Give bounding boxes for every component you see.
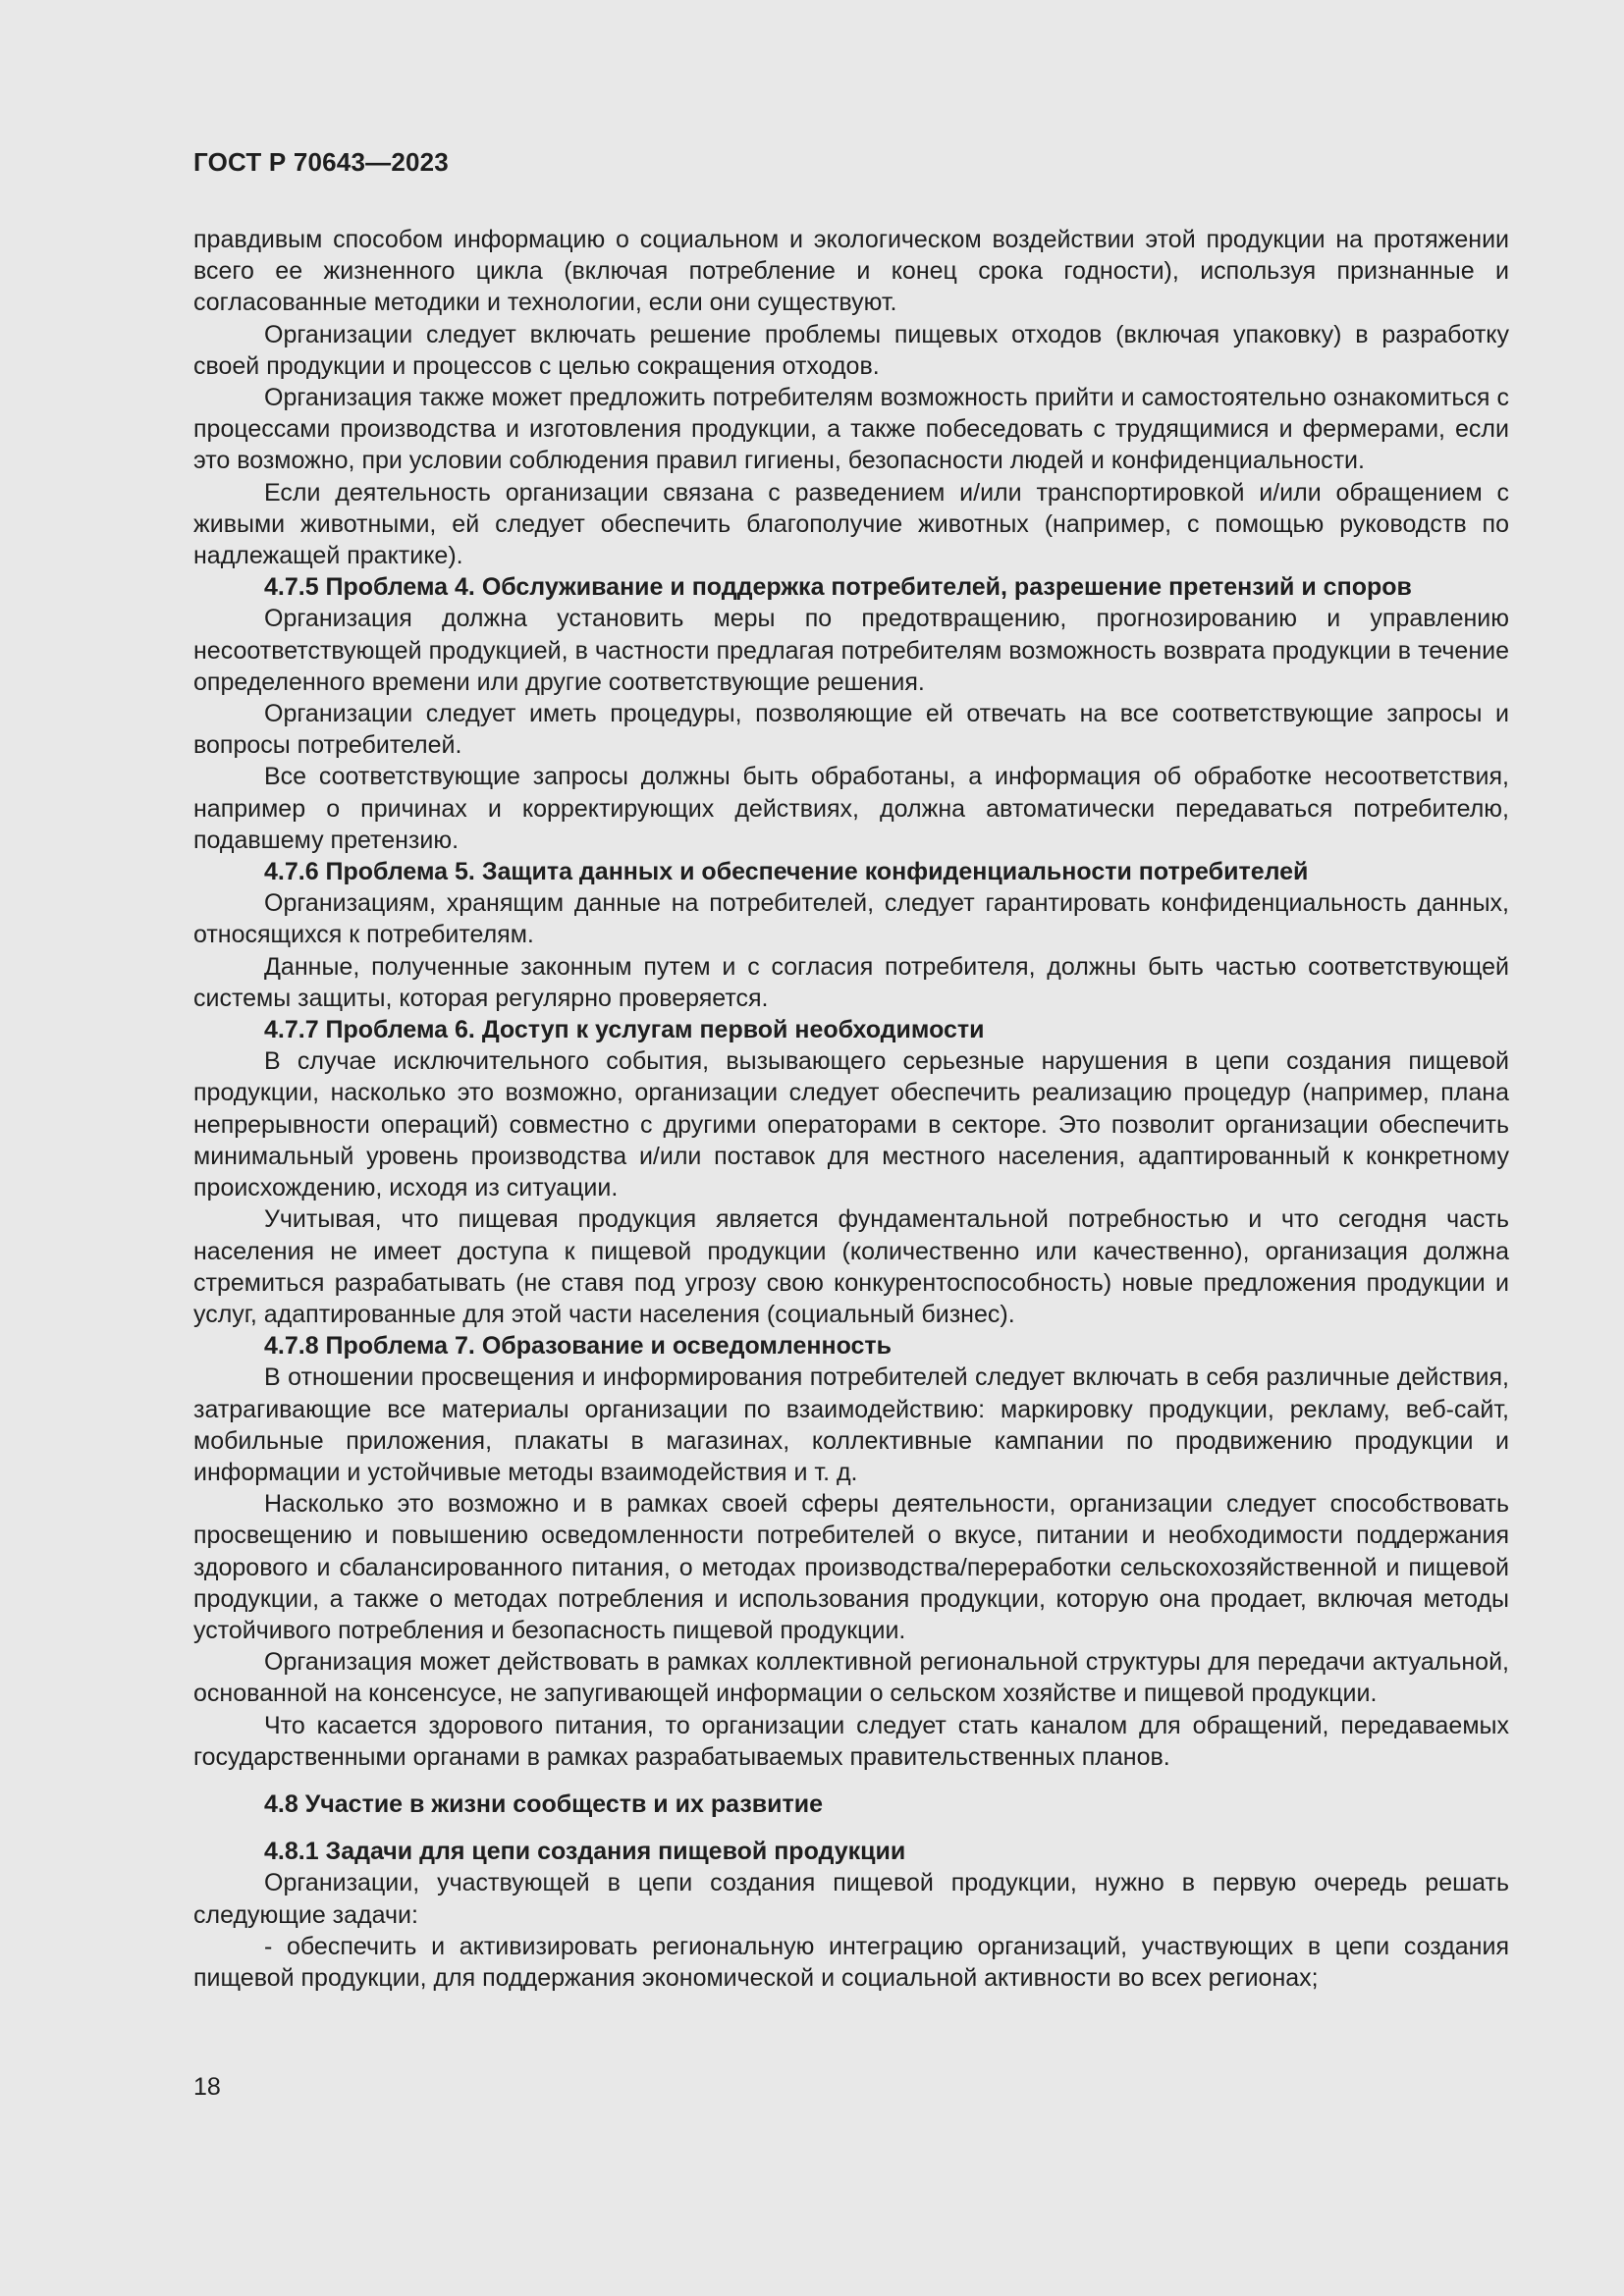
body-paragraph: В случае исключительного события, вызывающего серьезные нарушения в цепи создания пищевой продукции, насколько это возможно, организации следует обеспечить реализацию процедур (например, плана непрерывности операций) совместно с другими операторами в секторе. Это позволит организации обеспечить минимальный уровень производства и/или поставок для местного населения, адаптированный к конкретному происхождению, исходя из ситуации. <box>193 1047 1509 1202</box>
body-paragraph: Организация может действовать в рамках коллективной региональной структуры для передачи актуальной, основанной на консенсусе, не запугивающей информации о сельском хозяйстве и пищевой продукции. <box>193 1648 1509 1708</box>
page-number: 18 <box>193 2073 221 2101</box>
body-paragraph: Организация должна установить меры по предотвращению, прогнозированию и управлению несоответствующей продукцией, в частности предлагая потребителям возможность возврата продукции в течение определенного времени или другие соответствующие решения. <box>193 605 1509 696</box>
body-paragraph: Организации следует включать решение проблемы пищевых отходов (включая упаковку) в разработку своей продукции и процессов с целью сокращения отходов. <box>193 320 1509 380</box>
body-paragraph: Что касается здорового питания, то организации следует стать каналом для обращений, передаваемых государственными органами в рамках разрабатываемых правительственных планов. <box>193 1711 1509 1771</box>
section-heading: 4.7.7 Проблема 6. Доступ к услугам первой необходимости <box>264 1016 985 1044</box>
body-paragraph: Организации, участвующей в цепи создания пищевой продукции, нужно в первую очередь решать следующие задачи: <box>193 1869 1509 1929</box>
body-paragraph: Данные, полученные законным путем и с согласия потребителя, должны быть частью соответствующей системы защиты, которая регулярно проверяется. <box>193 952 1509 1012</box>
body-paragraph: Организации следует иметь процедуры, позволяющие ей отвечать на все соответствующие запросы и вопросы потребителей. <box>193 700 1509 760</box>
section-heading: 4.7.6 Проблема 5. Защита данных и обеспечение конфиденциальности потребителей <box>264 858 1309 886</box>
body-paragraph: Насколько это возможно и в рамках своей сферы деятельности, организации следует способствовать просвещению и повышению осведомленности потребителей о вкусе, питании и необходимости поддержания здорового и сбалансированного питания, о методах производства/переработки сельскохозяйственной и пищевой продукции, а также о методах потребления и использования продукции, которую она продает, включая методы устойчивого потребления и безопасность пищевой продукции. <box>193 1490 1509 1644</box>
body-paragraph: Учитывая, что пищевая продукция является фундаментальной потребностью и что сегодня часть населения не имеет доступа к пищевой продукции (количественно или качественно), организация должна стремиться разрабатывать (не ставя под угрозу свою конкурентоспособность) новые предложения продукции и услуг, адаптированные для этой части населения (социальный бизнес). <box>193 1205 1509 1328</box>
section-heading: 4.8 Участие в жизни сообществ и их развитие <box>264 1789 823 1818</box>
body-paragraph: В отношении просвещения и информирования потребителей следует включать в себя различные действия, затрагивающие все материалы организации по взаимодействию: маркировку продукции, рекламу, веб-сайт, мобильные приложения, плакаты в магазинах, коллективные кампании по продвижению продукции и информации и устойчивые методы взаимодействия и т. д. <box>193 1363 1509 1486</box>
section-heading: 4.7.5 Проблема 4. Обслуживание и поддержка потребителей, разрешение претензий и споров <box>264 573 1412 602</box>
body-paragraph: Если деятельность организации связана с разведением и/или транспортировкой и/или обращением с живыми животными, ей следует обеспечить благополучие животных (например, с помощью руководств по надлежащей практике). <box>193 478 1509 570</box>
body-paragraph: Организация также может предложить потребителям возможность прийти и самостоятельно ознакомиться с процессами производства и изготовления продукции, а также побеседовать с трудящимися и фермерами, если это возможно, при условии соблюдения правил гигиены, безопасности людей и конфиденциальности. <box>193 384 1509 475</box>
list-item: - обеспечить и активизировать региональную интеграцию организаций, участвующих в цепи создания пищевой продукции, для поддержания экономической и социальной активности во всех регионах; <box>193 1932 1509 1992</box>
body-paragraph: Все соответствующие запросы должны быть обработаны, а информация об обработке несоответствия, например о причинах и корректирующих действиях, должна автоматически передаваться потребителю, подавшему претензию. <box>193 763 1509 854</box>
body-paragraph: Организациям, хранящим данные на потребителей, следует гарантировать конфиденциальность данных, относящихся к потребителям. <box>193 889 1509 949</box>
subsection-heading: 4.8.1 Задачи для цепи создания пищевой продукции <box>264 1838 906 1866</box>
document-body <box>193 224 1509 1994</box>
section-heading: 4.7.8 Проблема 7. Образование и осведомленность <box>264 1332 893 1361</box>
body-paragraph: правдивым способом информацию о социальном и экологическом воздействии этой продукции на протяжении всего ее жизненного цикла (включая потребление и конец срока годности), используя признанные и согласованные методики и технологии, если они существуют. <box>193 226 1509 317</box>
standard-id-header: ГОСТ Р 70643—2023 <box>193 147 449 177</box>
